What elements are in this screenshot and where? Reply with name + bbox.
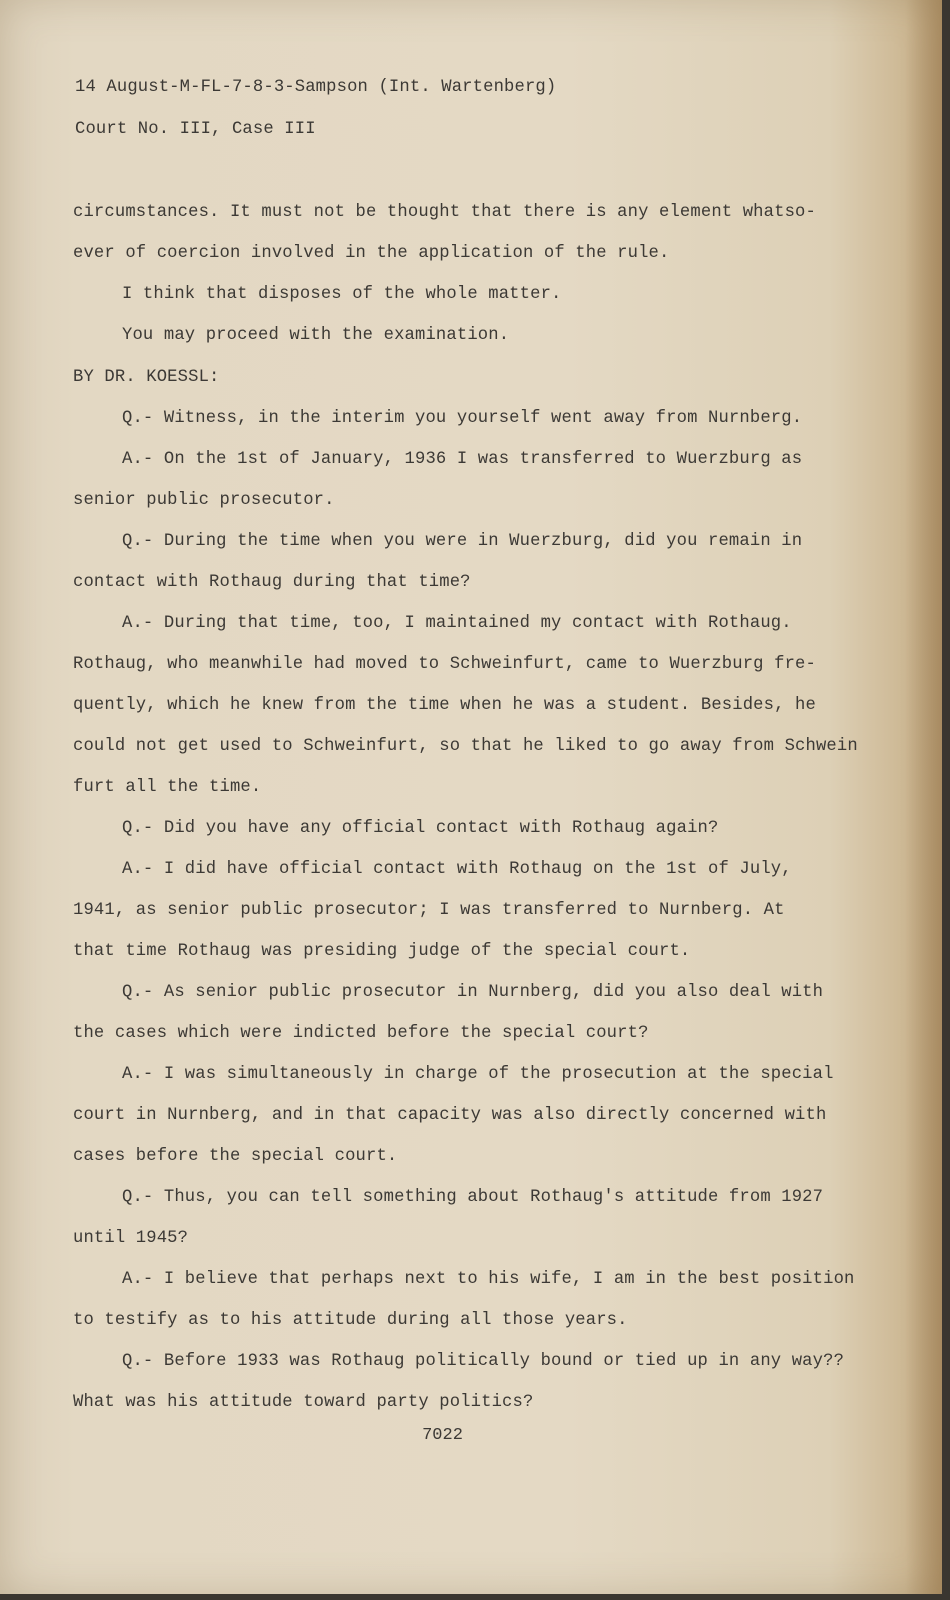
text-line: circumstances. It must not be thought that there is any element whatso- (73, 203, 816, 222)
text-line: until 1945? (73, 1229, 189, 1248)
text-line: furt all the time. (73, 778, 262, 797)
answer-line: A.- On the 1st of January, 1936 I was transferred to Wuerzburg as (122, 450, 803, 469)
answer-line: A.- I did have official contact with Rothaug on the 1st of July, (122, 860, 792, 879)
question-line: Q.- As senior public prosecutor in Nurnberg, did you also deal with (122, 983, 824, 1002)
text-line: 1941, as senior public prosecutor; I was transferred to Nurnberg. At (73, 901, 785, 920)
text-line: ever of coercion involved in the application of the rule. (73, 244, 670, 263)
text-line: contact with Rothaug during that time? (73, 573, 471, 592)
text-line: the cases which were indicted before the special court? (73, 1024, 649, 1043)
answer-line: A.- I was simultaneously in charge of the prosecution at the special (122, 1065, 834, 1084)
examiner-heading: BY DR. KOESSL: (73, 368, 220, 387)
text-line: cases before the special court. (73, 1147, 398, 1166)
text-line: senior public prosecutor. (73, 491, 335, 510)
text-line: that time Rothaug was presiding judge of the special court. (73, 942, 691, 961)
text-line: Rothaug, who meanwhile had moved to Schweinfurt, came to Wuerzburg fre- (73, 655, 816, 674)
question-line: Q.- Did you have any official contact with Rothaug again? (122, 819, 719, 838)
text-line: You may proceed with the examination. (122, 326, 510, 345)
text-line: What was his attitude toward party politics? (73, 1393, 534, 1412)
question-line: Q.- Witness, in the interim you yourself went away from Nurnberg. (122, 409, 803, 428)
header-court-line: Court No. III, Case III (75, 120, 316, 139)
question-line: Q.- Thus, you can tell something about Rothaug's attitude from 1927 (122, 1188, 824, 1207)
question-line: Q.- During the time when you were in Wuerzburg, did you remain in (122, 532, 803, 551)
answer-line: A.- I believe that perhaps next to his wife, I am in the best position (122, 1270, 855, 1289)
page-number: 7022 (422, 1426, 463, 1445)
text-line: to testify as to his attitude during all those years. (73, 1311, 628, 1330)
text-line: court in Nurnberg, and in that capacity was also directly concerned with (73, 1106, 827, 1125)
header-case-line: 14 August-M-FL-7-8-3-Sampson (Int. Wartenberg) (75, 78, 557, 97)
text-line: I think that disposes of the whole matter. (122, 285, 562, 304)
question-line: Q.- Before 1933 was Rothaug politically bound or tied up in any way?? (122, 1352, 845, 1371)
answer-line: A.- During that time, too, I maintained my contact with Rothaug. (122, 614, 792, 633)
text-line: quently, which he knew from the time when he was a student. Besides, he (73, 696, 816, 715)
text-line: could not get used to Schweinfurt, so that he liked to go away from Schwein (73, 737, 858, 756)
